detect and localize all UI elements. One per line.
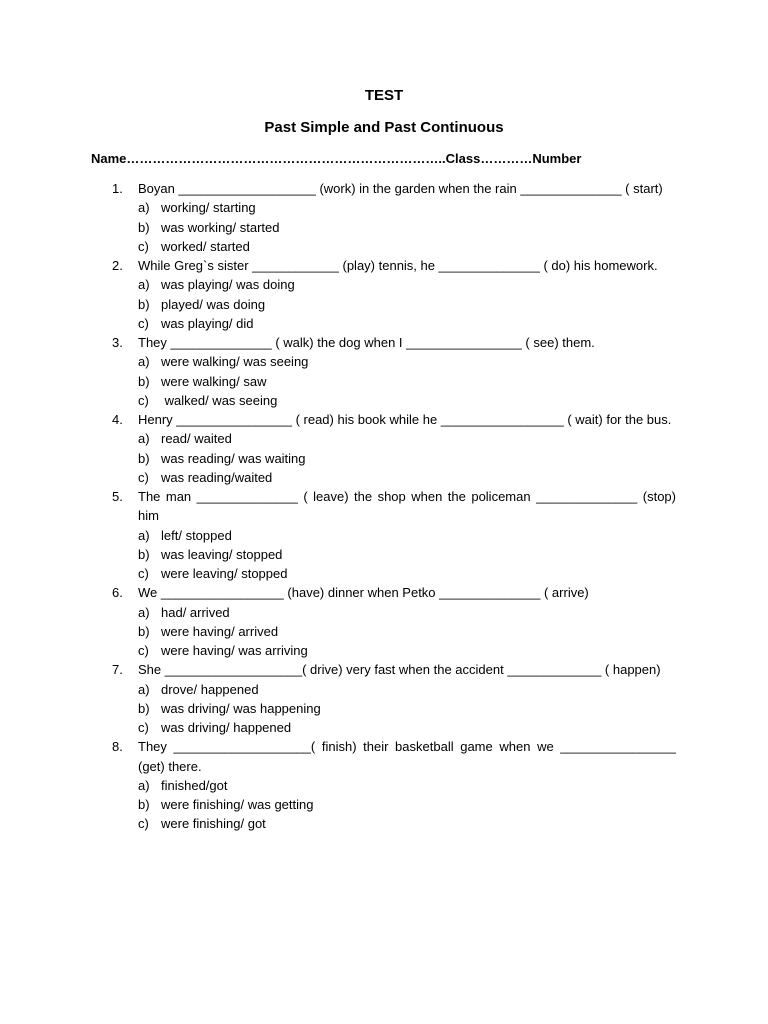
option-letter: c) — [138, 238, 149, 254]
option-letter: b) — [138, 219, 150, 235]
answer-option — [112, 526, 676, 545]
question-number: 3. — [112, 335, 123, 350]
answer-option — [112, 391, 676, 410]
option-letter: a) — [138, 777, 150, 793]
option-letter: c) — [138, 720, 149, 735]
answer-option — [112, 680, 676, 699]
answer-option — [112, 795, 676, 814]
option-text: was reading/waited — [161, 469, 273, 485]
option-text: finished/got — [161, 777, 228, 793]
option-text: drove/ happened — [161, 681, 259, 697]
option-letter: b) — [138, 797, 150, 812]
question-text: The man ______________ ( leave) the shop when the policeman ______________ (stop) him — [138, 489, 676, 524]
option-letter: c) — [138, 469, 149, 485]
answer-option — [112, 718, 676, 737]
answer-option — [112, 603, 676, 622]
option-text: played/ was doing — [161, 296, 266, 312]
question-text: Boyan ___________________ (work) in the garden when the rain ______________ ( start) — [138, 181, 663, 196]
answer-option — [112, 814, 676, 833]
question-number: 1. — [112, 181, 123, 196]
option-text: working/ starting — [161, 200, 256, 216]
answer-option — [112, 198, 676, 217]
answer-option — [112, 699, 676, 718]
option-text: worked/ started — [161, 238, 250, 254]
answer-option — [112, 641, 676, 660]
answer-option — [112, 468, 676, 487]
option-letter: a) — [138, 681, 150, 697]
option-letter: c) — [138, 392, 149, 408]
option-letter: b) — [138, 700, 150, 716]
question-text: Henry ________________ ( read) his book while he _________________ ( wait) for the bus. — [138, 412, 672, 427]
option-text: were leaving/ stopped — [161, 566, 288, 581]
option-letter: b) — [138, 623, 150, 639]
option-text: had/ arrived — [161, 604, 230, 620]
option-text: were having/ was arriving — [161, 643, 308, 658]
option-text: were finishing/ was getting — [161, 797, 314, 812]
question-text: We _________________ (have) dinner when Petko ______________ ( arrive) — [138, 585, 589, 601]
answer-option — [112, 314, 676, 333]
option-text: was reading/ was waiting — [161, 450, 306, 466]
question-number: 2. — [112, 258, 123, 273]
question-item — [112, 737, 676, 776]
name-class-number-line: Name………………………………………………………………..Class…………Number — [91, 151, 582, 166]
option-letter: a) — [138, 200, 150, 216]
option-letter: b) — [138, 450, 150, 466]
answer-option — [112, 622, 676, 641]
question-item — [112, 660, 676, 679]
question-item — [112, 256, 676, 275]
option-letter: a) — [138, 527, 150, 543]
option-text: left/ stopped — [161, 527, 232, 543]
question-item — [112, 487, 676, 526]
option-letter: a) — [138, 354, 150, 370]
answer-option — [112, 237, 676, 256]
question-text: She ___________________( drive) very fast when the accident _____________ ( happen) — [138, 662, 661, 678]
question-text: They ___________________( finish) their basketball game when we ________________ (get) there. — [138, 739, 676, 774]
question-item — [112, 583, 676, 602]
option-letter: c) — [138, 816, 149, 832]
option-text: was leaving/ stopped — [161, 546, 283, 562]
option-text: were finishing/ got — [161, 816, 266, 832]
question-number: 6. — [112, 585, 123, 601]
question-list — [112, 179, 676, 834]
option-letter: b) — [138, 373, 150, 389]
option-text: was playing/ was doing — [161, 277, 295, 293]
question-item — [112, 333, 676, 352]
option-letter: c) — [138, 566, 149, 581]
question-number: 7. — [112, 662, 123, 678]
option-text: was driving/ happened — [161, 720, 292, 735]
answer-option — [112, 564, 676, 583]
option-letter: c) — [138, 315, 149, 331]
question-text: They ______________ ( walk) the dog when I ________________ ( see) them. — [138, 335, 595, 350]
option-text: walked/ was seeing — [161, 392, 278, 408]
question-text: While Greg`s sister ____________ (play) tennis, he ______________ ( do) his homework. — [138, 258, 658, 273]
answer-option — [112, 275, 676, 294]
option-text: was playing/ did — [161, 315, 254, 331]
option-letter: b) — [138, 296, 150, 312]
page-subtitle: Past Simple and Past Continuous — [264, 119, 504, 136]
answer-option — [112, 449, 676, 468]
answer-option — [112, 429, 676, 448]
option-text: was driving/ was happening — [161, 700, 321, 716]
option-text: were having/ arrived — [161, 623, 279, 639]
page-title: TEST — [364, 87, 404, 104]
question-number: 5. — [112, 489, 123, 504]
option-letter: a) — [138, 431, 150, 447]
option-text: were walking/ saw — [161, 373, 267, 389]
answer-option — [112, 352, 676, 371]
question-number: 8. — [112, 739, 123, 755]
option-text: was working/ started — [161, 219, 280, 235]
answer-option — [112, 545, 676, 564]
option-letter: c) — [138, 643, 149, 658]
option-text: read/ waited — [161, 431, 232, 447]
option-text: were walking/ was seeing — [161, 354, 309, 370]
answer-option — [112, 372, 676, 391]
answer-option — [112, 218, 676, 237]
question-number: 4. — [112, 412, 123, 427]
option-letter: a) — [138, 604, 150, 620]
option-letter: b) — [138, 546, 150, 562]
option-letter: a) — [138, 277, 150, 293]
answer-option — [112, 776, 676, 795]
question-item — [112, 179, 676, 198]
answer-option — [112, 295, 676, 314]
question-item — [112, 410, 676, 429]
